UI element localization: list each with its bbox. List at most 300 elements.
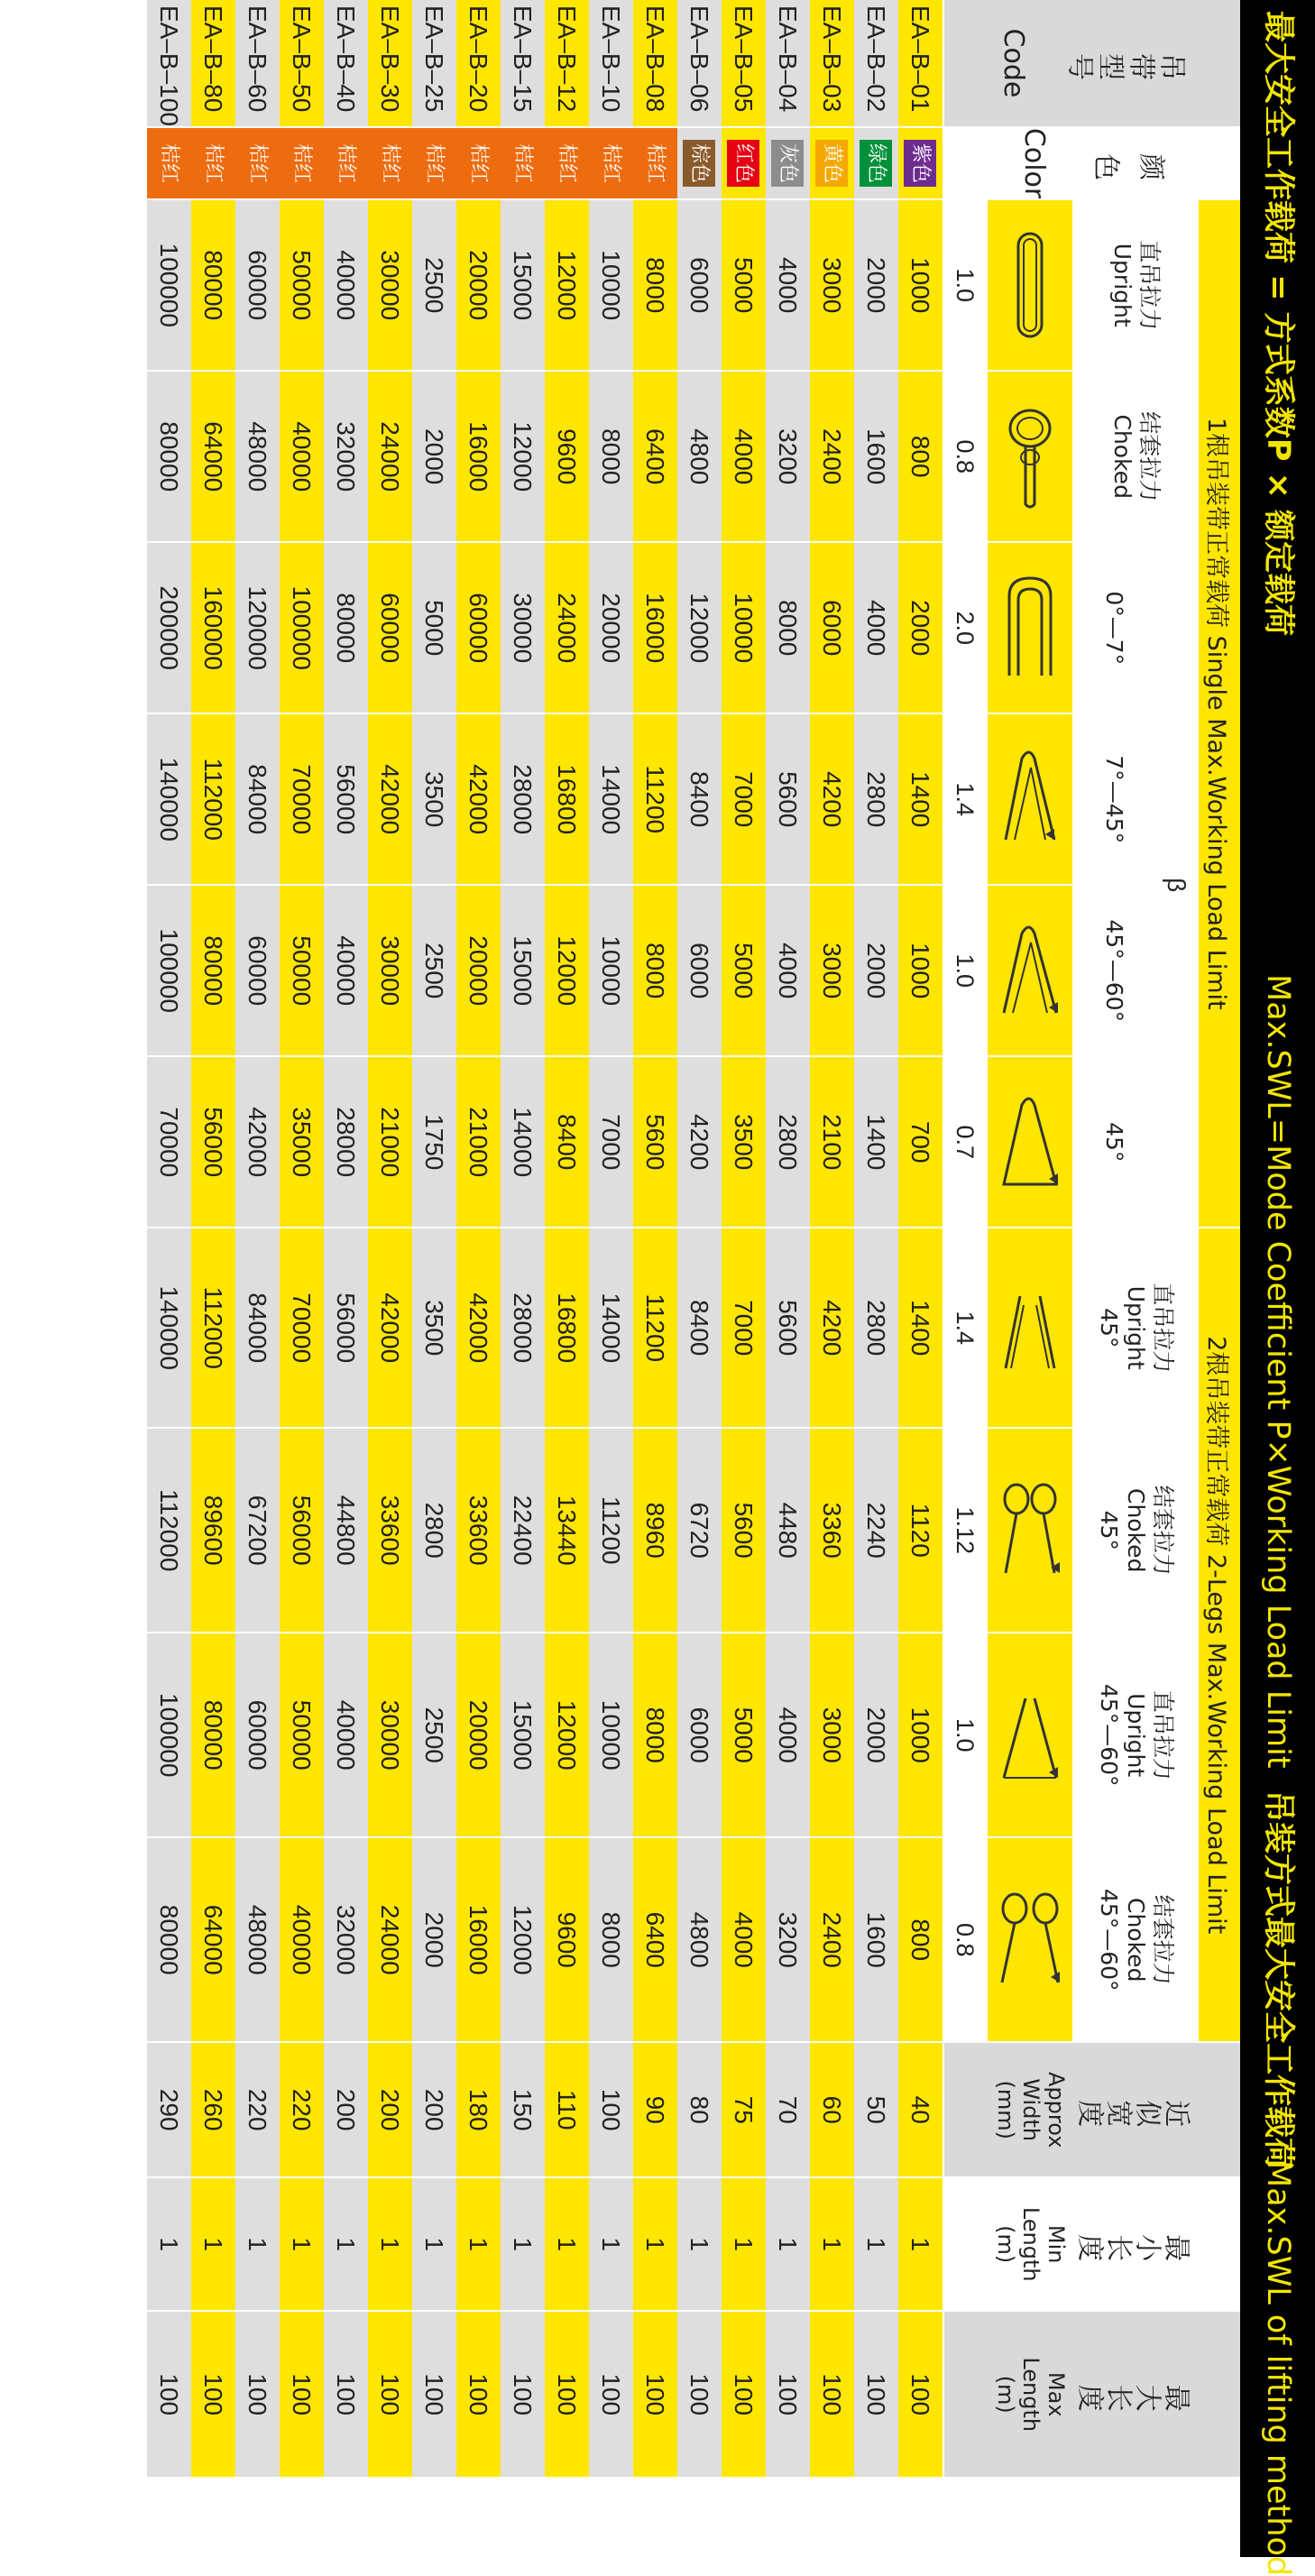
width-cell: 70	[766, 2042, 810, 2177]
code-cell: EA–B–05	[722, 0, 766, 127]
load-value-cell: 1400	[898, 1228, 943, 1428]
load-value-cell: 11200	[633, 713, 677, 885]
color-cell	[412, 127, 456, 199]
load-value-cell: 22400	[501, 1428, 545, 1633]
load-value-cell: 1600	[854, 1837, 898, 2042]
load-value-cell: 2400	[810, 1837, 854, 2042]
load-value-cell: 4000	[722, 1837, 766, 2042]
color-chip: 黄色	[815, 140, 848, 187]
load-value-cell: 28000	[324, 1056, 368, 1228]
load-value-cell: 16000	[456, 371, 501, 542]
load-value-cell: 5600	[766, 1228, 810, 1428]
width-cell: 50	[854, 2042, 898, 2177]
max-length-cell: 100	[191, 2311, 235, 2478]
color-chip: 灰色	[771, 140, 804, 187]
color-cell	[766, 127, 810, 199]
title-method-en: Max.SWL of lifting method	[1260, 2160, 1296, 2576]
load-value-cell: 5000	[722, 1633, 766, 1837]
max-length-cell: 100	[589, 2311, 633, 2478]
code-cell: EA–B–40	[324, 0, 368, 127]
header-double-choked-4560-en: Choked	[1123, 1898, 1149, 1983]
color-chip: 红色	[727, 140, 759, 187]
header-basket-7-45: 7°—45°	[1073, 713, 1154, 885]
color-cell	[501, 127, 545, 199]
min-length-cell: 1	[589, 2177, 633, 2311]
load-value-cell: 60000	[235, 885, 280, 1056]
load-value-cell: 30000	[368, 199, 412, 371]
min-length-cell: 1	[501, 2177, 545, 2311]
table-row	[766, 0, 810, 2478]
color-cell	[280, 127, 324, 199]
load-value-cell: 1750	[412, 1056, 456, 1228]
load-value-cell: 30000	[368, 885, 412, 1056]
load-value-cell: 100000	[147, 885, 191, 1056]
header-width-en3: (mm)	[993, 2080, 1018, 2139]
load-value-cell: 33600	[368, 1428, 412, 1633]
header-double-choked-45-en: Choked	[1123, 1488, 1149, 1573]
load-value-cell: 42000	[235, 1056, 280, 1228]
table-row	[191, 0, 235, 2478]
width-cell: 200	[324, 2042, 368, 2177]
max-length-cell: 100	[545, 2311, 589, 2478]
load-value-cell: 56000	[191, 1056, 235, 1228]
load-value-cell: 84000	[235, 1228, 280, 1428]
load-value-cell: 11200	[633, 1228, 677, 1428]
table-row	[368, 0, 412, 2478]
load-value-cell: 64000	[191, 371, 235, 542]
max-length-cell: 100	[633, 2311, 677, 2478]
load-value-cell: 3360	[810, 1428, 854, 1633]
color-cell	[722, 127, 766, 199]
color-cell	[191, 127, 235, 199]
color-cell	[545, 127, 589, 199]
header-code-cn: 吊带型号	[1064, 47, 1187, 79]
load-value-cell: 80000	[147, 371, 191, 542]
load-value-cell: 2240	[854, 1428, 898, 1633]
load-value-cell: 15000	[501, 885, 545, 1056]
load-value-cell: 12000	[545, 199, 589, 371]
coefficient-cell: 1.4	[943, 713, 987, 885]
load-value-cell: 56000	[324, 1228, 368, 1428]
load-value-cell: 20000	[456, 885, 501, 1056]
load-value-cell: 2000	[854, 885, 898, 1056]
coefficient-cell: 1.12	[943, 1428, 987, 1633]
load-value-cell: 112000	[191, 1228, 235, 1428]
load-value-cell: 80000	[191, 1633, 235, 1837]
load-value-cell: 42000	[368, 713, 412, 885]
load-value-cell: 200000	[147, 542, 191, 713]
load-value-cell: 13440	[545, 1428, 589, 1633]
table-row	[324, 0, 368, 2478]
load-value-cell: 50000	[280, 199, 324, 371]
load-value-cell: 20000	[456, 1633, 501, 1837]
min-length-cell: 1	[722, 2177, 766, 2311]
coefficient-cell: 1.0	[943, 199, 987, 371]
load-value-cell: 100000	[280, 542, 324, 713]
load-value-cell: 4800	[677, 371, 722, 542]
header-min-length-en1: Min	[1044, 2224, 1069, 2264]
load-value-cell: 6000	[810, 542, 854, 713]
header-width	[943, 2042, 1240, 2177]
header-single-group: 1根吊装带正常载荷 Single Max.Working Load Limit	[1198, 199, 1240, 1228]
width-cell: 90	[633, 2042, 677, 2177]
load-value-cell: 33600	[456, 1428, 501, 1633]
load-value-cell: 800	[898, 371, 943, 542]
load-value-cell: 10000	[589, 199, 633, 371]
load-value-cell: 1000	[898, 199, 943, 371]
load-value-cell: 6000	[677, 1633, 722, 1837]
load-value-cell: 21000	[456, 1056, 501, 1228]
basket-7-45-icon	[987, 713, 1073, 885]
load-value-cell: 20000	[456, 199, 501, 371]
header-max-length-cn: 最大长度	[1076, 2378, 1191, 2411]
load-value-cell: 9600	[545, 371, 589, 542]
load-value-cell: 12000	[677, 542, 722, 713]
max-length-cell: 100	[147, 2311, 191, 2478]
load-value-cell: 3200	[766, 1837, 810, 2042]
max-length-cell: 100	[456, 2311, 501, 2478]
table-row	[677, 0, 722, 2478]
header-double-upright-4560-en: Upright	[1123, 1693, 1149, 1778]
load-value-cell: 30000	[501, 542, 545, 713]
load-value-cell: 8960	[633, 1428, 677, 1633]
header-double-upright-45-deg: 45°	[1096, 1308, 1122, 1348]
color-cell	[854, 127, 898, 199]
title-formula-cn: 最大安全工作载荷 = 方式系数P × 额定载荷	[1260, 11, 1296, 637]
load-value-cell: 4000	[722, 371, 766, 542]
table-row	[898, 0, 943, 2478]
max-length-cell: 100	[722, 2311, 766, 2478]
header-min-length-en2: Length	[1018, 2206, 1044, 2282]
code-cell: EA–B–02	[854, 0, 898, 127]
width-cell: 75	[722, 2042, 766, 2177]
width-cell: 220	[280, 2042, 324, 2177]
table-row	[412, 0, 456, 2478]
table-row	[545, 0, 589, 2478]
header-single-choked	[1073, 371, 1198, 542]
width-cell: 220	[235, 2042, 280, 2177]
header-basket-45: 45°	[1073, 1056, 1154, 1228]
load-value-cell: 140000	[147, 1228, 191, 1428]
load-value-cell: 89600	[191, 1428, 235, 1633]
header-single-upright-en: Upright	[1109, 243, 1136, 327]
code-cell: EA–B–20	[456, 0, 501, 127]
color-cell	[147, 127, 191, 199]
load-value-cell: 50000	[280, 885, 324, 1056]
load-value-cell: 1000	[898, 885, 943, 1056]
header-double-choked-4560	[1073, 1837, 1198, 2042]
load-value-cell: 120000	[235, 542, 280, 713]
header-double-upright-45	[1073, 1228, 1198, 1428]
table-row	[456, 0, 501, 2478]
load-value-cell: 28000	[501, 713, 545, 885]
load-value-cell: 28000	[501, 1228, 545, 1428]
max-length-cell: 100	[898, 2311, 943, 2478]
load-value-cell: 6000	[677, 885, 722, 1056]
load-value-cell: 4200	[810, 713, 854, 885]
load-value-cell: 7000	[722, 713, 766, 885]
header-double-upright-45-cn: 直吊拉力	[1150, 1283, 1176, 1374]
load-value-cell: 84000	[235, 713, 280, 885]
header-max-length-en3: (m)	[993, 2375, 1018, 2414]
title-band	[1240, 0, 1315, 2576]
load-value-cell: 4480	[766, 1428, 810, 1633]
width-cell: 200	[412, 2042, 456, 2177]
table-row	[633, 0, 677, 2478]
load-value-cell: 2800	[412, 1428, 456, 1633]
load-value-cell: 14000	[589, 713, 633, 885]
load-value-cell: 80000	[324, 542, 368, 713]
coefficient-cell: 0.8	[943, 1837, 987, 2042]
load-value-cell: 42000	[456, 1228, 501, 1428]
coefficient-cell: 1.0	[943, 1633, 987, 1837]
load-value-cell: 4000	[766, 1633, 810, 1837]
load-value-cell: 70000	[280, 1228, 324, 1428]
load-value-cell: 20000	[589, 542, 633, 713]
load-value-cell: 67200	[235, 1428, 280, 1633]
load-value-cell: 5000	[722, 199, 766, 371]
load-value-cell: 16800	[545, 713, 589, 885]
load-value-cell: 2800	[766, 1056, 810, 1228]
color-chip: 紫色	[904, 140, 936, 187]
code-cell: EA–B–03	[810, 0, 854, 127]
code-cell: EA–B–60	[235, 0, 280, 127]
color-chip: 桔红	[639, 140, 671, 187]
basket-vertical-icon	[987, 542, 1073, 713]
header-min-length	[943, 2177, 1240, 2311]
load-value-cell: 3500	[722, 1056, 766, 1228]
load-value-cell: 16800	[545, 1228, 589, 1428]
max-length-cell: 100	[810, 2311, 854, 2478]
load-value-cell: 1120	[898, 1428, 943, 1633]
max-length-cell: 100	[501, 2311, 545, 2478]
load-value-cell: 2800	[854, 713, 898, 885]
width-cell: 260	[191, 2042, 235, 2177]
width-cell: 100	[589, 2042, 633, 2177]
header-basket-0-7: 0°—7°	[1073, 542, 1154, 713]
load-value-cell: 40000	[324, 199, 368, 371]
code-cell: EA–B–04	[766, 0, 810, 127]
load-value-cell: 40000	[324, 885, 368, 1056]
table-row	[147, 0, 191, 2478]
load-value-cell: 24000	[368, 371, 412, 542]
load-value-cell: 35000	[280, 1056, 324, 1228]
max-length-cell: 100	[412, 2311, 456, 2478]
load-value-cell: 1400	[898, 713, 943, 885]
load-value-cell: 12000	[501, 371, 545, 542]
header-width-en1: Approx	[1044, 2072, 1069, 2148]
load-value-cell: 16000	[456, 1837, 501, 2042]
max-length-cell: 100	[368, 2311, 412, 2478]
table-row	[235, 0, 280, 2478]
two-legs-choked-icon	[987, 1428, 1073, 1633]
load-value-cell: 56000	[324, 713, 368, 885]
load-value-cell: 3000	[810, 199, 854, 371]
load-value-cell: 2400	[810, 371, 854, 542]
two-legs-choked-60-icon	[987, 1837, 1073, 2042]
code-cell: EA–B–06	[677, 0, 722, 127]
header-color-en: Color	[1018, 127, 1050, 199]
color-chip: 桔红	[241, 140, 273, 187]
code-cell: EA–B–100	[147, 0, 191, 127]
min-length-cell: 1	[633, 2177, 677, 2311]
color-chip: 桔红	[285, 140, 317, 187]
min-length-cell: 1	[766, 2177, 810, 2311]
load-value-cell: 700	[898, 1056, 943, 1228]
load-value-cell: 56000	[280, 1428, 324, 1633]
coefficient-cell: 2.0	[943, 542, 987, 713]
load-value-cell: 5600	[722, 1428, 766, 1633]
load-value-cell: 112000	[147, 1428, 191, 1633]
color-chip: 桔红	[462, 140, 494, 187]
width-cell: 40	[898, 2042, 943, 2177]
load-value-cell: 2000	[854, 1633, 898, 1837]
width-cell: 80	[677, 2042, 722, 2177]
load-value-cell: 70000	[147, 1056, 191, 1228]
load-value-cell: 4000	[766, 885, 810, 1056]
load-value-cell: 14000	[501, 1056, 545, 1228]
header-double-upright-4560-deg: 45°—60°	[1096, 1683, 1122, 1787]
choked-sling-icon	[987, 371, 1073, 542]
load-value-cell: 80000	[191, 199, 235, 371]
load-value-cell: 60000	[456, 542, 501, 713]
color-chip: 桔红	[152, 140, 185, 187]
load-value-cell: 50000	[280, 1633, 324, 1837]
header-double-upright-4560	[1073, 1633, 1198, 1837]
header-max-length	[943, 2311, 1240, 2478]
header-single-choked-cn: 结套拉力	[1136, 411, 1163, 502]
table-row	[280, 0, 324, 2478]
header-code-en: Code	[998, 28, 1029, 98]
load-value-cell: 1000	[898, 1633, 943, 1837]
load-value-cell: 15000	[501, 1633, 545, 1837]
load-value-cell: 7000	[589, 1056, 633, 1228]
color-chip: 桔红	[329, 140, 362, 187]
load-value-cell: 5600	[766, 713, 810, 885]
title-formula-en: Max.SWL=Mode Coefficient P×Working Load Limit	[1260, 974, 1296, 1769]
width-cell: 60	[810, 2042, 854, 2177]
color-chip: 棕色	[683, 140, 715, 187]
max-length-cell: 100	[766, 2311, 810, 2478]
min-length-cell: 1	[147, 2177, 191, 2311]
code-cell: EA–B–01	[898, 0, 943, 127]
code-cell: EA–B–12	[545, 0, 589, 127]
load-value-cell: 10000	[589, 1633, 633, 1837]
load-value-cell: 1600	[854, 371, 898, 542]
header-width-en2: Width	[1018, 2078, 1044, 2142]
color-cell	[235, 127, 280, 199]
width-cell: 150	[501, 2042, 545, 2177]
load-value-cell: 7000	[722, 1228, 766, 1428]
header-single-choked-en: Choked	[1109, 414, 1136, 499]
header-max-length-en2: Length	[1018, 2357, 1044, 2433]
header-double-choked-4560-cn: 结套拉力	[1150, 1894, 1176, 1985]
code-cell: EA–B–25	[412, 0, 456, 127]
max-length-cell: 100	[235, 2311, 280, 2478]
load-value-cell: 8000	[633, 199, 677, 371]
load-value-cell: 800	[898, 1837, 943, 2042]
load-value-cell: 8000	[589, 371, 633, 542]
color-chip: 桔红	[506, 140, 538, 187]
min-length-cell: 1	[235, 2177, 280, 2311]
load-value-cell: 60000	[368, 542, 412, 713]
header-single-upright-cn: 直吊拉力	[1136, 240, 1163, 331]
color-chip: 桔红	[373, 140, 406, 187]
header-code	[943, 0, 1240, 127]
load-value-cell: 3200	[766, 371, 810, 542]
color-cell	[898, 127, 943, 199]
load-value-cell: 12000	[545, 885, 589, 1056]
color-cell	[677, 127, 722, 199]
load-value-cell: 11200	[589, 1428, 633, 1633]
load-value-cell: 40000	[280, 1837, 324, 2042]
load-value-cell: 64000	[191, 1837, 235, 2042]
color-cell	[633, 127, 677, 199]
load-value-cell: 2500	[412, 199, 456, 371]
max-length-cell: 100	[677, 2311, 722, 2478]
load-value-cell: 10000	[722, 542, 766, 713]
load-value-cell: 140000	[147, 713, 191, 885]
basket-45-60-icon	[987, 885, 1073, 1056]
load-value-cell: 8400	[545, 1056, 589, 1228]
load-value-cell: 40000	[280, 371, 324, 542]
header-min-length-en3: (m)	[993, 2225, 1018, 2264]
load-value-cell: 32000	[324, 1837, 368, 2042]
coefficient-cell: 0.7	[943, 1056, 987, 1228]
basket-triangle-icon	[987, 1056, 1073, 1228]
min-length-cell: 1	[280, 2177, 324, 2311]
header-double-upright-4560-cn: 直吊拉力	[1150, 1689, 1176, 1780]
load-value-cell: 80000	[191, 885, 235, 1056]
max-length-cell: 100	[854, 2311, 898, 2478]
header-double-choked-45	[1073, 1428, 1198, 1633]
table-row	[589, 0, 633, 2478]
load-value-cell: 60000	[235, 199, 280, 371]
load-value-cell: 4000	[854, 542, 898, 713]
load-value-cell: 3500	[412, 713, 456, 885]
min-length-cell: 1	[545, 2177, 589, 2311]
load-value-cell: 8400	[677, 1228, 722, 1428]
header-max-length-en1: Max	[1044, 2371, 1069, 2417]
table-row	[810, 0, 854, 2478]
header-basket-45-60: 45°—60°	[1073, 885, 1154, 1056]
max-length-cell: 100	[280, 2311, 324, 2478]
load-value-cell: 6000	[677, 199, 722, 371]
width-cell: 110	[545, 2042, 589, 2177]
load-value-cell: 2500	[412, 885, 456, 1056]
load-value-cell: 9600	[545, 1837, 589, 2042]
min-length-cell: 1	[412, 2177, 456, 2311]
coefficient-cell: 1.0	[943, 885, 987, 1056]
load-limit-table	[147, 0, 1240, 2479]
load-value-cell: 8400	[677, 713, 722, 885]
load-value-cell: 48000	[235, 371, 280, 542]
load-value-cell: 8000	[633, 1633, 677, 1837]
color-cell	[810, 127, 854, 199]
load-value-cell: 12000	[545, 1633, 589, 1837]
two-legs-upright-60-icon	[987, 1633, 1073, 1837]
load-value-cell: 8000	[589, 1837, 633, 2042]
width-cell: 180	[456, 2042, 501, 2177]
load-value-cell: 2100	[810, 1056, 854, 1228]
header-color	[943, 127, 1240, 199]
coefficient-cell: 0.8	[943, 371, 987, 542]
load-value-cell: 60000	[235, 1633, 280, 1837]
min-length-cell: 1	[854, 2177, 898, 2311]
header-double-choked-45-deg: 45°	[1096, 1510, 1122, 1550]
load-value-cell: 6720	[677, 1428, 722, 1633]
load-value-cell: 160000	[191, 542, 235, 713]
